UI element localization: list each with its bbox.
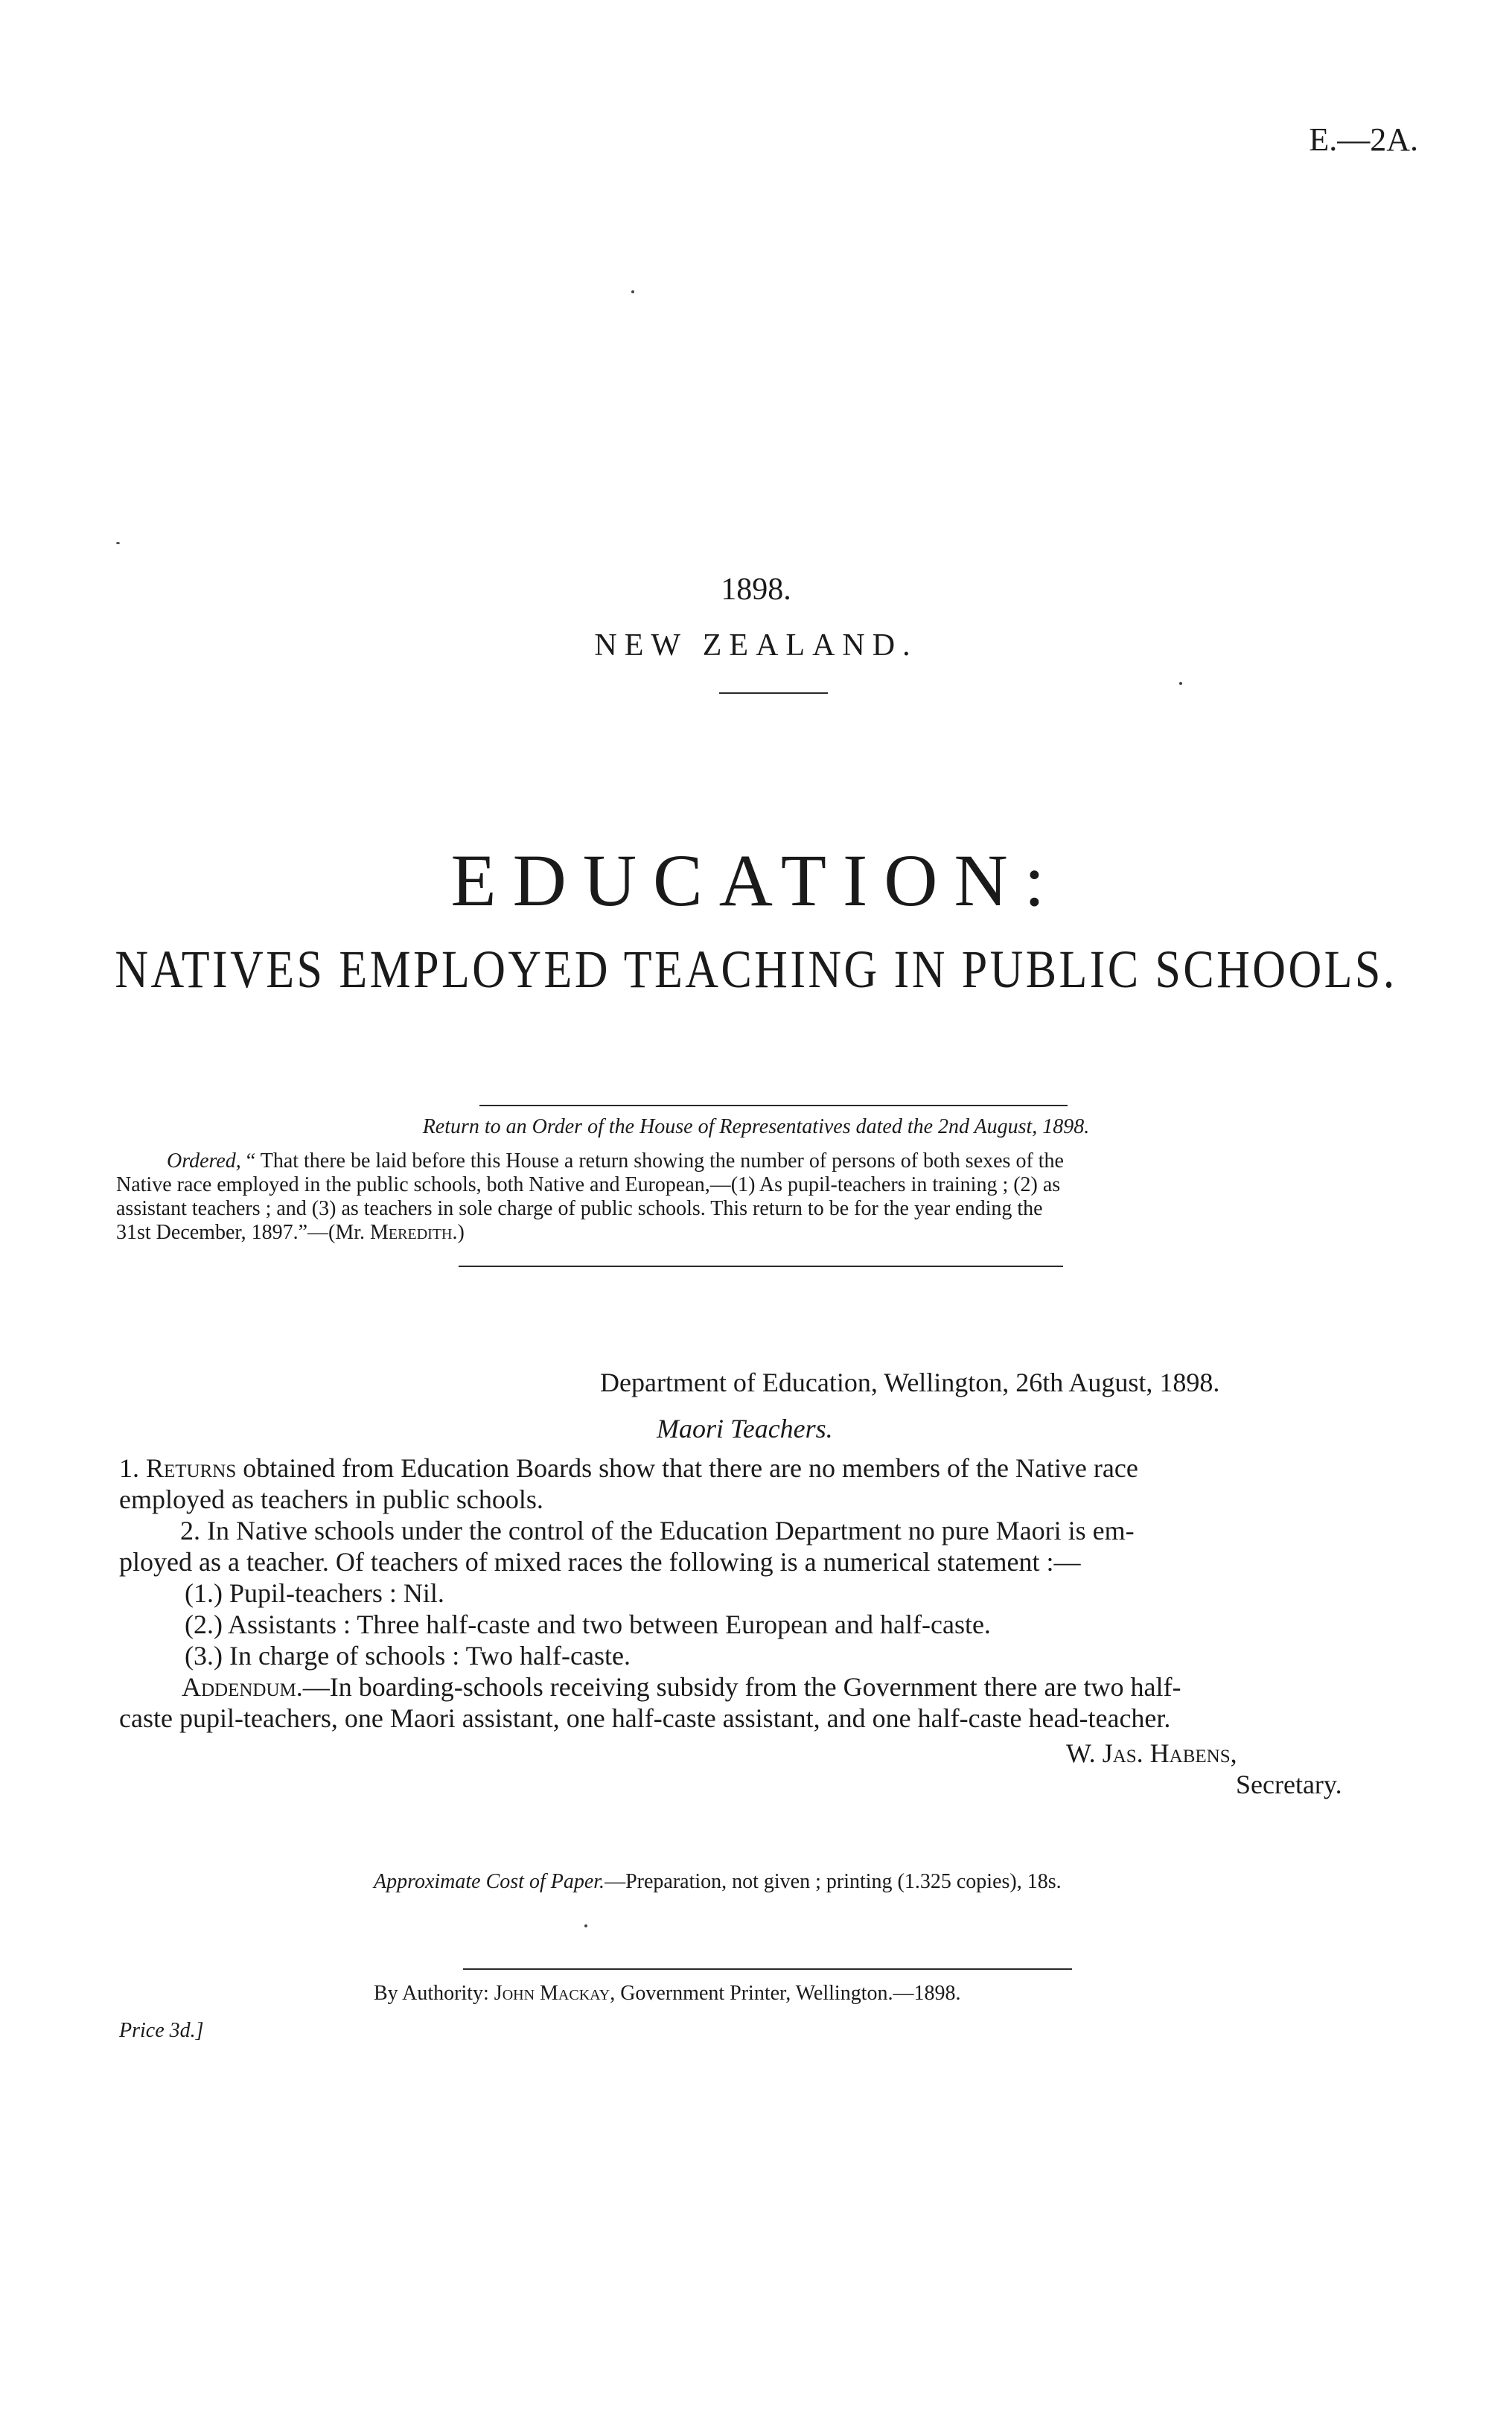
cost-of-paper: Approximate Cost of Paper.—Preparation, not given ; printing (1.325 copies), 18s.	[374, 1870, 1062, 1893]
ordered-line-4: 31st December, 1897.”—(Mr. Meredith.)	[116, 1221, 465, 1244]
signature-name: W. Jas. Habens,	[1066, 1738, 1237, 1768]
paragraph-1-line-1: 1. Returns obtained from Education Boards show that there are no members of the Native race	[119, 1453, 1138, 1483]
masthead-rule	[719, 692, 828, 694]
scan-speck	[1179, 682, 1182, 685]
authority-rule	[463, 1968, 1072, 1970]
year: 1898.	[721, 572, 791, 607]
country: NEW ZEALAND.	[594, 628, 918, 663]
list-item-3: (3.) In charge of schools : Two half-caste.	[185, 1641, 631, 1671]
paragraph-1-line-2: employed as teachers in public schools.	[119, 1484, 543, 1514]
ordered-line-3: assistant teachers ; and (3) as teachers in sole charge of public schools. This return to be for the year ending the	[116, 1197, 1043, 1220]
signature-title: Secretary.	[1236, 1770, 1342, 1799]
price: Price 3d.]	[119, 2019, 204, 2042]
printer-authority: By Authority: John Mackay, Government Printer, Wellington.—1898.	[374, 1982, 961, 2005]
ordered-label: Ordered,	[167, 1149, 241, 1173]
scan-speck	[631, 290, 634, 293]
scan-speck	[116, 542, 120, 544]
order-return-line: Return to an Order of the House of Representatives dated the 2nd August, 1898.	[422, 1115, 1090, 1138]
ordered-line-1: “ That there be laid before this House a return showing the number of persons of both sexes of the	[240, 1149, 1064, 1173]
list-item-2: (2.) Assistants : Three half-caste and two between European and half-caste.	[185, 1610, 991, 1639]
paragraph-2-line-2: ployed as a teacher. Of teachers of mixed races the following is a numerical statement :—	[119, 1547, 1081, 1577]
addendum-line-2: caste pupil-teachers, one Maori assistant, one half-caste assistant, and one half-caste head-teacher.	[119, 1703, 1171, 1733]
list-item-1: (1.) Pupil-teachers : Nil.	[185, 1578, 444, 1608]
addendum-line-1: Addendum.—In boarding-schools receiving subsidy from the Government there are two half-	[182, 1672, 1181, 1702]
order-rule-top	[479, 1105, 1068, 1106]
letter-dateline: Department of Education, Wellington, 26th August, 1898.	[600, 1368, 1220, 1397]
letter-heading: Maori Teachers.	[657, 1414, 833, 1444]
letter-body	[119, 1452, 1423, 1734]
subtitle: NATIVES EMPLOYED TEACHING IN PUBLIC SCHOOLS.	[115, 940, 1397, 999]
main-title: EDUCATION:	[450, 839, 1062, 922]
paragraph-2-line-1: 2. In Native schools under the control of the Education Department no pure Maori is em-	[180, 1516, 1135, 1545]
ordered-line-2: Native race employed in the public schools, both Native and European,—(1) As pupil-teachers in training ; (2) as	[116, 1173, 1061, 1196]
order-text	[116, 1149, 1423, 1245]
document-reference: E.—2A.	[1309, 121, 1418, 158]
order-rule-bottom	[459, 1266, 1063, 1267]
scan-speck	[584, 1924, 587, 1927]
